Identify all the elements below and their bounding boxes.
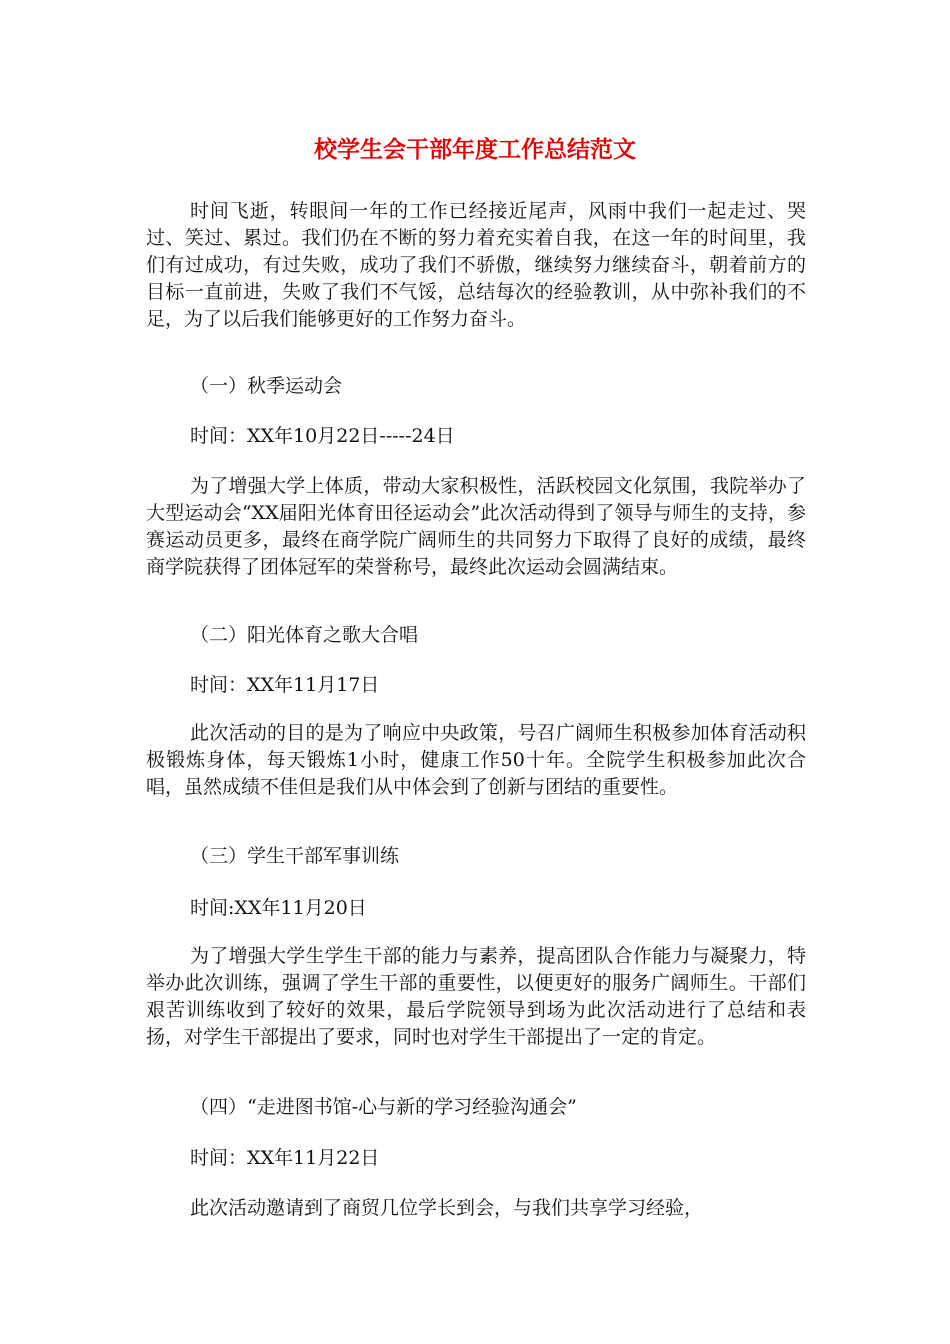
section-body-4: 此次活动邀请到了商贸几位学长到会，与我们共享学习经验，: [190, 1197, 704, 1219]
section-body-2: 此次活动的目的是为了响应中央政策，号召广阔师生积极参加体育活动积极锻炼身体，每天锻炼1小时，健康工作50十年。全院学生积极参加此次合唱，虽然成绩不佳但是我们从中体会到了创新与团结的重要性。: [146, 722, 806, 798]
document-title: 校学生会干部年度工作总结范文: [314, 137, 636, 163]
section-heading-1: （一）秋季运动会: [190, 375, 343, 397]
section-time-2: 时间：XX年11月17日: [190, 674, 380, 696]
section-time-4: 时间：XX年11月22日: [190, 1147, 380, 1169]
section-time-1: 时间：XX年10月22日-----24日: [190, 425, 455, 447]
section-heading-3: （三）学生干部军事训练: [190, 845, 400, 867]
section-heading-4: （四）“走进图书馆-心与新的学习经验沟通会”: [190, 1096, 577, 1118]
section-body-1: 为了增强大学上体质，带动大家积极性，活跃校园文化氛围，我院举办了大型运动会“XX届阳光体育田径运动会”此次活动得到了领导与师生的支持，参赛运动员更多，最终在商学院广阔师生的共同努力下取得了良好的成绩，最终商学院获得了团体冠军的荣誉称号，最终此次运动会圆满结束。: [146, 475, 806, 578]
section-body-3: 为了增强大学生学生干部的能力与素养，提高团队合作能力与凝聚力，特举办此次训练，强调了学生干部的重要性，以便更好的服务广阔师生。干部们艰苦训练收到了较好的效果，最后学院领导到场为此次活动进行了总结和表扬，对学生干部提出了要求，同时也对学生干部提出了一定的肯定。: [146, 945, 806, 1048]
section-time-3: 时间:XX年11月20日: [190, 897, 367, 919]
section-heading-2: （二）阳光体育之歌大合唱: [190, 624, 419, 646]
intro-paragraph: 时间飞逝，转眼间一年的工作已经接近尾声，风雨中我们一起走过、哭过、笑过、累过。我们仍在不断的努力着充实着自我，在这一年的时间里，我们有过成功，有过失败，成功了我们不骄傲，继续努力继续奋斗，朝着前方的目标一直前进，失败了我们不气馁，总结每次的经验教训，从中弥补我们的不足，为了以后我们能够更好的工作努力奋斗。: [146, 200, 806, 330]
